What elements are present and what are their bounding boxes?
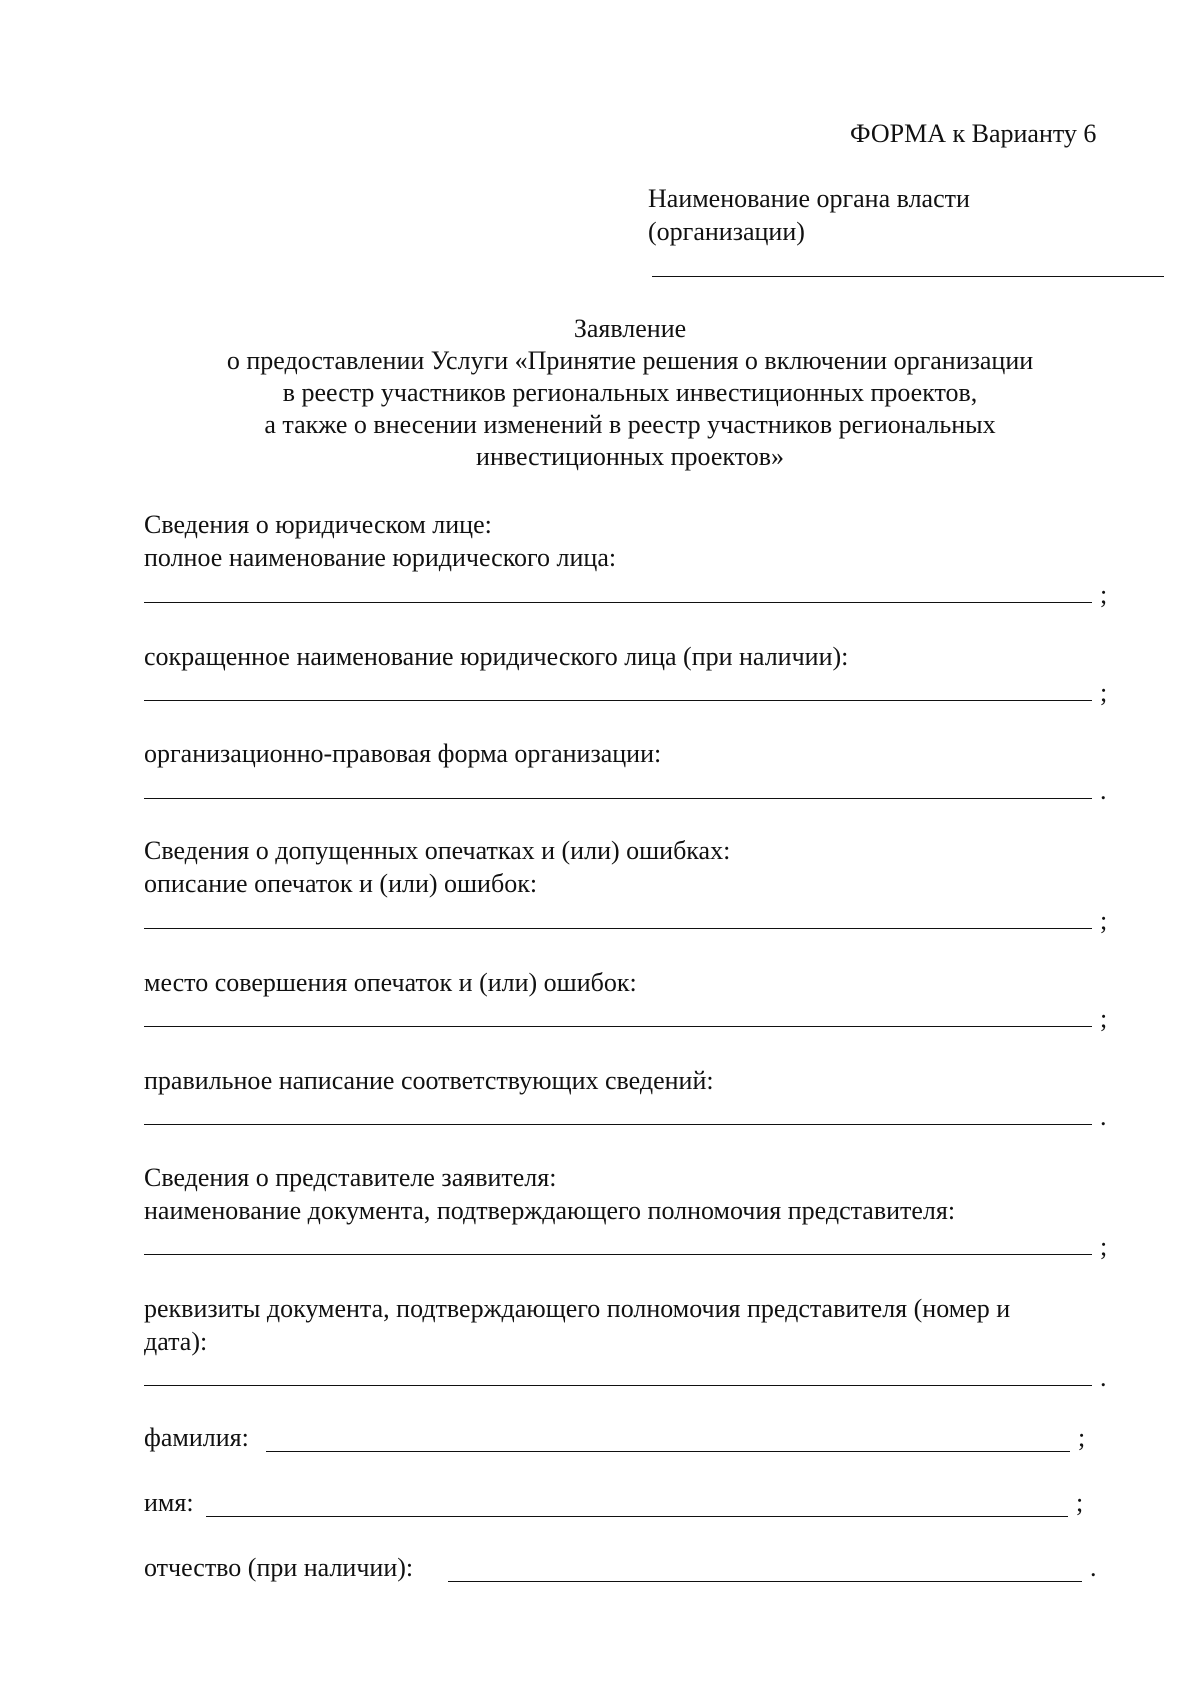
short-name-end-mark: ; [1100, 678, 1108, 707]
authority-doc-details-fill-line[interactable] [144, 1385, 1092, 1386]
first-name-end-mark: ; [1076, 1488, 1084, 1517]
correct-info-fill-line[interactable] [144, 1124, 1092, 1125]
form-variant-label: ФОРМА к Варианту 6 [850, 119, 1097, 148]
short-name-fill-line[interactable] [144, 700, 1092, 701]
application-title [150, 312, 1110, 472]
authority-name-line2: (организации) [648, 217, 805, 246]
legal-form-end-mark: . [1100, 776, 1107, 805]
authority-fill-line[interactable] [652, 276, 1164, 277]
title-line-2: о предоставлении Услуги «Принятие решения о включении организации [226, 346, 1034, 375]
legal-form-label: организационно-правовая форма организации: [144, 739, 662, 768]
surname-input[interactable] [266, 1451, 1070, 1452]
representative-heading: Сведения о представителе заявителя: [144, 1163, 557, 1192]
error-description-fill-line[interactable] [144, 928, 1092, 929]
authority-doc-details-end-mark: . [1100, 1363, 1107, 1392]
patronymic-label: отчество (при наличии): [144, 1553, 414, 1582]
authority-doc-name-label: наименование документа, подтверждающего полномочия представителя: [144, 1196, 956, 1225]
authority-name-line1: Наименование органа власти [648, 184, 970, 213]
error-description-end-mark: ; [1100, 906, 1108, 935]
patronymic-end-mark: . [1090, 1553, 1097, 1582]
title-line-5: инвестиционных проектов» [476, 442, 784, 471]
first-name-label: имя: [144, 1488, 194, 1517]
title-line-4: а также о внесении изменений в реестр участников региональных [264, 410, 996, 439]
errors-heading: Сведения о допущенных опечатках и (или) ошибках: [144, 836, 731, 865]
surname-end-mark: ; [1078, 1423, 1086, 1452]
error-place-end-mark: ; [1100, 1004, 1108, 1033]
title-line-3: в реестр участников региональных инвестиционных проектов, [282, 378, 978, 407]
error-description-label: описание опечаток и (или) ошибок: [144, 869, 538, 898]
full-name-label: полное наименование юридического лица: [144, 543, 617, 572]
legal-entity-heading: Сведения о юридическом лице: [144, 510, 492, 539]
correct-info-end-mark: . [1100, 1102, 1107, 1131]
patronymic-input[interactable] [448, 1581, 1082, 1582]
first-name-input[interactable] [206, 1516, 1068, 1517]
title-line-1: Заявление [573, 314, 687, 343]
legal-form-fill-line[interactable] [144, 798, 1092, 799]
error-place-label: место совершения опечаток и (или) ошибок: [144, 968, 637, 997]
authority-name-block [648, 182, 970, 248]
authority-doc-name-end-mark: ; [1100, 1232, 1108, 1261]
authority-doc-details-label-line2: дата): [144, 1327, 208, 1356]
correct-info-label: правильное написание соответствующих сведений: [144, 1066, 714, 1095]
full-name-fill-line[interactable] [144, 602, 1092, 603]
authority-doc-name-fill-line[interactable] [144, 1254, 1092, 1255]
authority-doc-details-label-line1: реквизиты документа, подтверждающего полномочия представителя (номер и [144, 1294, 1011, 1323]
full-name-end-mark: ; [1100, 580, 1108, 609]
error-place-fill-line[interactable] [144, 1026, 1092, 1027]
short-name-label: сокращенное наименование юридического лица (при наличии): [144, 642, 849, 671]
surname-label: фамилия: [144, 1423, 249, 1452]
